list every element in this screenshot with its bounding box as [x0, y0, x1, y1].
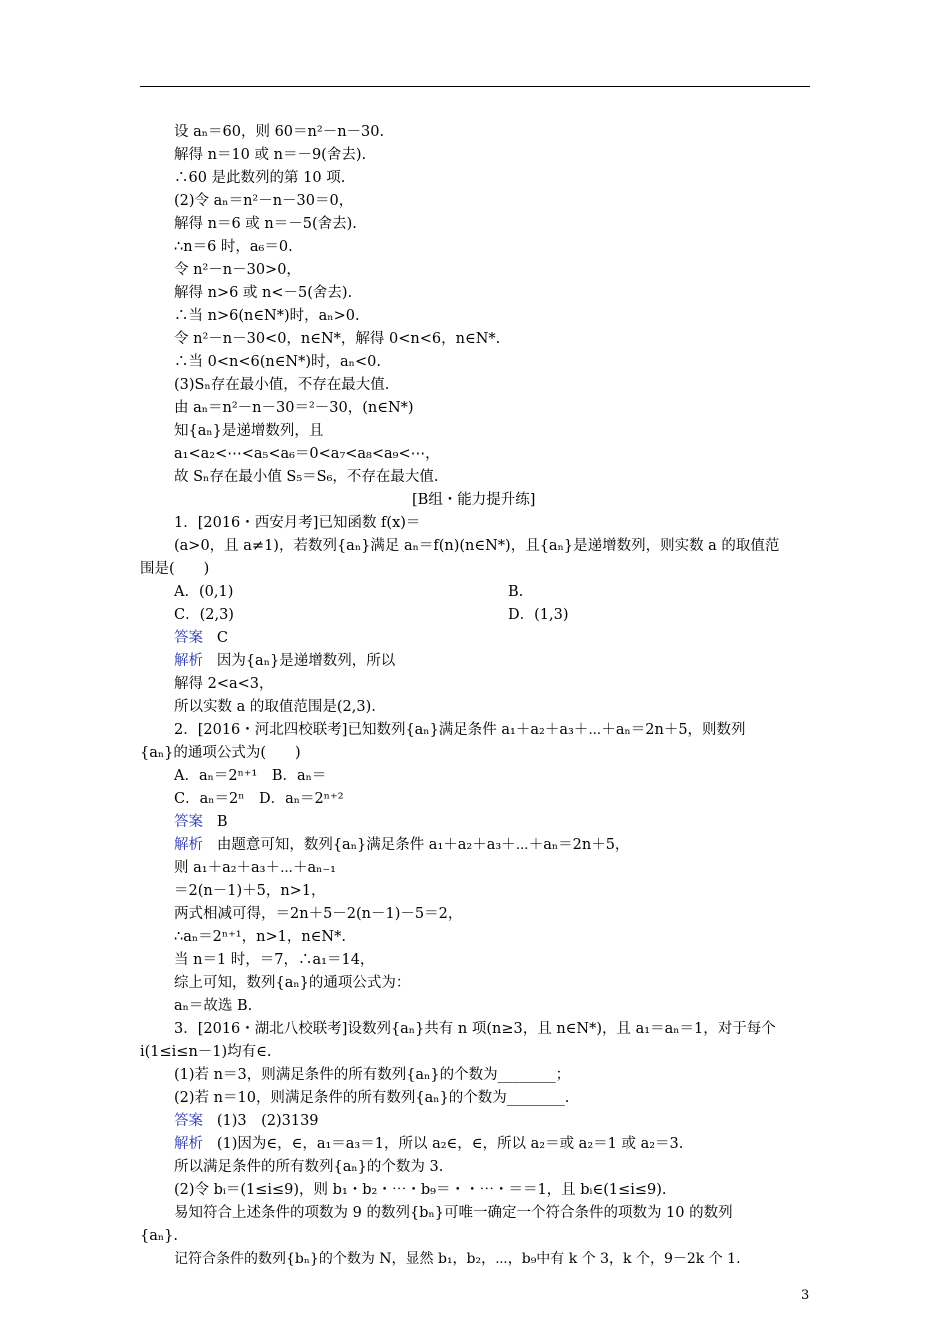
analysis-text: (1)因为∈，∈，a₁＝a₃＝1，所以 a₂∈，∈，所以 a₂＝或 a₂＝1 或 a₂＝3.: [216, 1136, 684, 1152]
text-line: ∴60 是此数列的第 10 项.: [174, 170, 346, 186]
q2-answer: [174, 812, 227, 832]
text-line: ∴当 0<n<6(n∈N*)时，aₙ<0.: [174, 354, 381, 370]
text-line: ∴n＝6 时，a₆＝0.: [174, 239, 293, 255]
q2-line: 则 a₁＋a₂＋a₃＋⋯＋aₙ₋₁: [174, 860, 336, 876]
q2-line: aₙ＝故选 B.: [174, 998, 253, 1014]
text-line: 由 aₙ＝n²－n－30＝²－30，(n∈N*): [174, 400, 414, 416]
q1-line: 围是( ): [140, 561, 210, 577]
answer-label: 答案: [174, 1113, 203, 1129]
q1-option-d: D．(1,3): [508, 607, 569, 623]
section-header: [B组・能力提升练]: [412, 492, 536, 508]
q3-line: (1)若 n＝3，则满足条件的所有数列{aₙ}的个数为________；: [174, 1067, 571, 1083]
page-number: 3: [801, 1288, 810, 1303]
q3-line: 易知符合上述条件的项数为 9 的数列{bₙ}可唯一确定一个符合条件的项数为 10 的数列: [174, 1205, 733, 1221]
q2-line: 两式相减可得，＝2n＋5－2(n－1)－5＝2，: [174, 906, 463, 922]
text-line: 令 n²－n－30<0，n∈N*，解得 0<n<6，n∈N*.: [174, 331, 501, 347]
q2-line: 2．[2016・河北四校联考]已知数列{aₙ}满足条件 a₁＋a₂＋a₃＋⋯＋aₙ＝2n＋5，则数列: [174, 722, 746, 738]
text-line: 解得 n>6 或 n<－5(舍去).: [174, 285, 353, 301]
q2-line: ＝2(n－1)＋5，n>1，: [174, 883, 326, 899]
q3-line: (2)令 bᵢ＝(1≤i≤9)，则 b₁・b₂・⋯・b₉＝・・⋯・＝＝1，且 bᵢ∈(1≤i≤9).: [174, 1182, 667, 1198]
q2-options-cd: C．aₙ＝2ⁿ D．aₙ＝2ⁿ⁺²: [174, 791, 344, 807]
q3-line: 所以满足条件的所有数列{aₙ}的个数为 3.: [174, 1159, 444, 1175]
text-line: a₁<a₂<⋯<a₅<a₆＝0<a₇<a₈<a₉<⋯，: [174, 446, 440, 462]
q2-analysis: [174, 835, 629, 855]
q1-option-c: C．(2,3): [174, 607, 234, 623]
header-rule: [140, 86, 810, 87]
text-line: 解得 n＝6 或 n＝－5(舍去).: [174, 216, 357, 232]
q2-line: {aₙ}的通项公式为( ): [140, 745, 301, 761]
q3-line: {aₙ}.: [140, 1228, 178, 1244]
q2-line: 综上可知，数列{aₙ}的通项公式为：: [174, 975, 411, 991]
text-line: 故 Sₙ存在最小值 S₅＝S₆，不存在最大值.: [174, 469, 439, 485]
q2-line: ∴aₙ＝2ⁿ⁺¹，n>1，n∈N*.: [174, 929, 346, 945]
q3-line: 3．[2016・湖北八校联考]设数列{aₙ}共有 n 项(n≥3，且 n∈N*)，且 a₁＝aₙ＝1，对于每个: [174, 1021, 776, 1037]
q1-option-b: B.: [508, 584, 524, 600]
text-line: (2)令 aₙ＝n²－n－30＝0，: [174, 193, 354, 209]
analysis-label: 解析: [174, 653, 203, 669]
q2-options-ab: A．aₙ＝2ⁿ⁺¹ B．aₙ＝: [174, 768, 327, 784]
text-line: (3)Sₙ存在最小值，不存在最大值.: [174, 377, 390, 393]
q1-option-a: A．(0,1): [174, 584, 234, 600]
q1-answer: [174, 628, 228, 648]
q3-answer: [174, 1111, 319, 1131]
text-line: 设 aₙ＝60，则 60＝n²－n－30.: [174, 124, 385, 140]
q2-line: 当 n＝1 时，＝7，∴a₁＝14，: [174, 952, 375, 968]
answer-value: (1)3 (2)3139: [216, 1113, 319, 1129]
q1-line: (a>0，且 a≠1)，若数列{aₙ}满足 aₙ＝f(n)(n∈N*)，且{aₙ}是递增数列，则实数 a 的取值范: [174, 538, 780, 554]
answer-label: 答案: [174, 814, 203, 830]
text-line: ∴当 n>6(n∈N*)时，aₙ>0.: [174, 308, 360, 324]
q3-analysis: [174, 1134, 683, 1154]
answer-value: B: [216, 814, 228, 830]
q1-analysis: [174, 651, 395, 671]
analysis-text: 因为{aₙ}是递增数列，所以: [216, 653, 396, 669]
answer-value: C: [216, 630, 228, 646]
q3-line: i(1≤i≤n－1)均有∈.: [140, 1044, 272, 1060]
q1-line: 1．[2016・西安月考]已知函数 f(x)＝: [174, 515, 421, 531]
q1-line: 所以实数 a 的取值范围是(2,3).: [174, 699, 376, 715]
q1-line: 解得 2<a<3，: [174, 676, 274, 692]
text-line: 解得 n＝10 或 n＝－9(舍去).: [174, 147, 367, 163]
q3-line: (2)若 n＝10，则满足条件的所有数列{aₙ}的个数为________.: [174, 1090, 570, 1106]
analysis-label: 解析: [174, 837, 203, 853]
text-line: 令 n²－n－30>0，: [174, 262, 301, 278]
analysis-text: 由题意可知，数列{aₙ}满足条件 a₁＋a₂＋a₃＋⋯＋aₙ＝2n＋5，: [216, 837, 630, 853]
answer-label: 答案: [174, 630, 203, 646]
q3-line: 记符合条件的数列{bₙ}的个数为 N，显然 b₁，b₂，⋯，b₉中有 k 个 3，k 个，9－2k 个 1.: [174, 1251, 741, 1267]
text-line: 知{aₙ}是递增数列，且: [174, 423, 324, 439]
analysis-label: 解析: [174, 1136, 203, 1152]
